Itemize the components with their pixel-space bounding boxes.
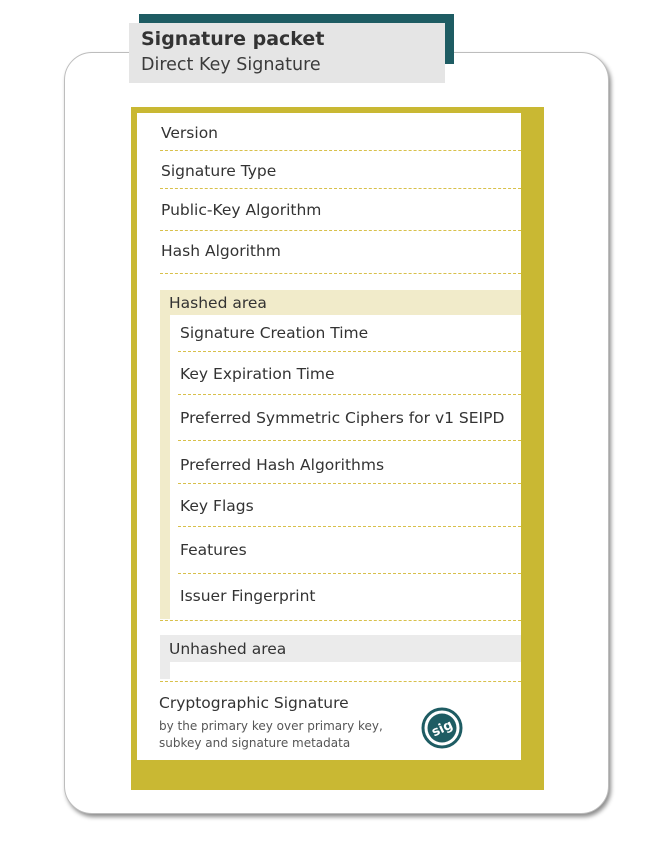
divider [160,273,521,274]
packet-subtitle: Direct Key Signature [141,55,321,75]
signature-seal-icon [421,707,463,749]
subpacket-features: Features [180,541,247,559]
divider [178,483,521,484]
divider [178,440,521,441]
subpacket-key-flags: Key Flags [180,497,254,515]
cryptographic-signature-title: Cryptographic Signature [159,694,349,712]
field-public-key-algorithm: Public-Key Algorithm [161,201,322,219]
field-version: Version [161,124,218,142]
subpacket-key-expiration-time: Key Expiration Time [180,365,335,383]
divider [160,188,521,189]
signature-seal-text: sig [429,717,456,741]
divider [160,150,521,151]
divider [178,526,521,527]
hashed-area-bar [160,290,170,619]
divider [160,620,521,621]
hashed-area-label: Hashed area [169,294,267,312]
cryptographic-signature-description: by the primary key over primary key, subkey and signature metadata [159,719,383,750]
field-hash-algorithm: Hash Algorithm [161,242,281,260]
divider [160,230,521,231]
subpacket-issuer-fingerprint: Issuer Fingerprint [180,587,316,605]
subpacket-signature-creation-time: Signature Creation Time [180,324,369,342]
unhashed-area-label: Unhashed area [169,640,287,658]
subpacket-preferred-symmetric-ciphers: Preferred Symmetric Ciphers for v1 SEIPD [180,409,505,427]
divider [178,394,521,395]
divider [178,573,521,574]
subpacket-preferred-hash-algorithms: Preferred Hash Algorithms [180,456,385,474]
packet-title: Signature packet [141,28,325,50]
field-signature-type: Signature Type [161,162,277,180]
divider [160,681,521,682]
divider [178,351,521,352]
